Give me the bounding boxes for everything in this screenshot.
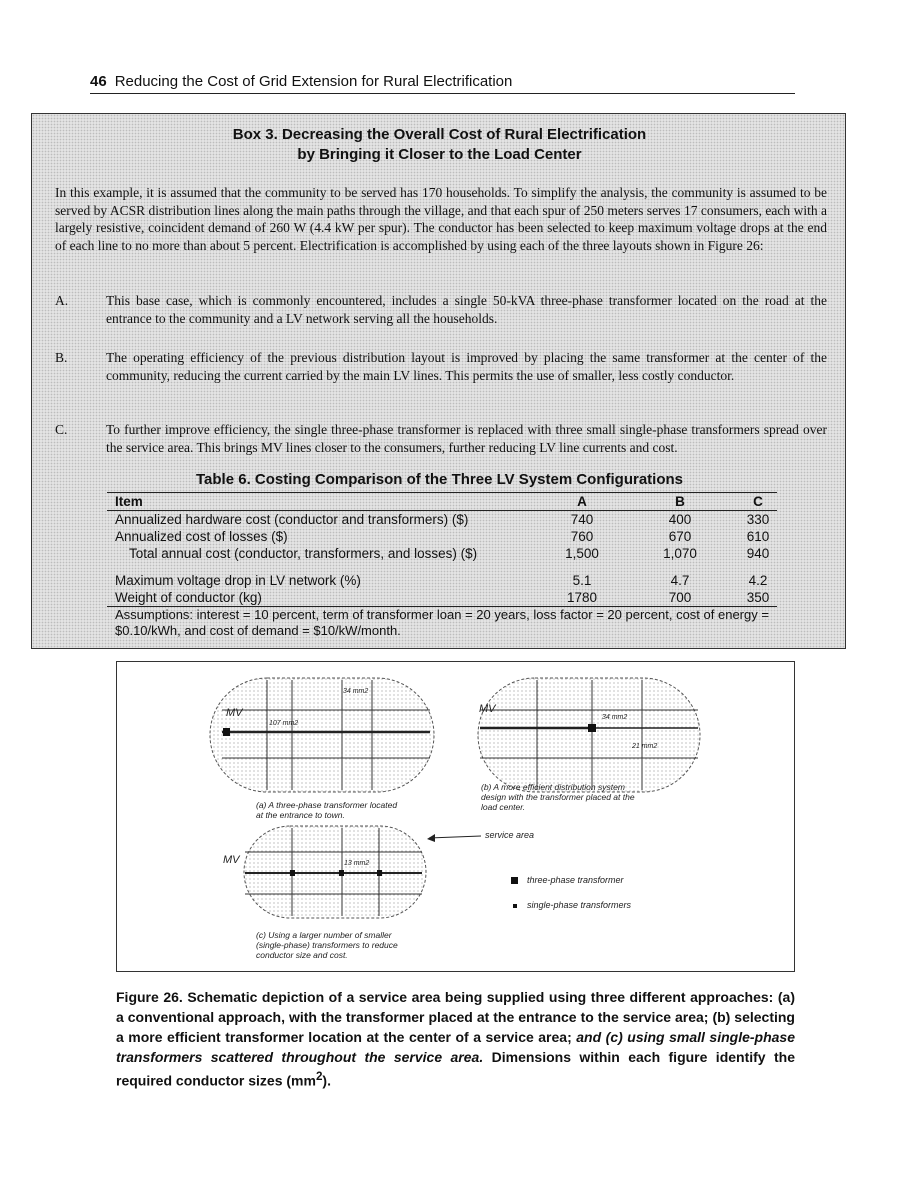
caption-c: (c) Using a larger number of smaller (single-phase) transformers to reduce conductor size and cost. xyxy=(256,930,398,960)
table-row xyxy=(107,589,777,607)
cell-a: 1,500 xyxy=(565,546,599,561)
box-title-line1: Box 3. Decreasing the Overall Cost of Rural Electrification xyxy=(232,126,647,143)
row-label: Maximum voltage drop in LV network (%) xyxy=(115,573,361,588)
legend-single-phase: single-phase transformers xyxy=(527,900,632,910)
single-phase-transformer xyxy=(377,870,382,876)
table-row xyxy=(107,572,777,589)
table-title: Table 6. Costing Comparison of the Three LV System Configurations xyxy=(196,471,683,488)
figure-drawing xyxy=(117,662,796,973)
box-title xyxy=(32,125,847,165)
size-label-c-main: 13 mm2 xyxy=(344,860,370,867)
caption-sup: 2 xyxy=(315,1070,323,1083)
legend-three-phase: three-phase transformer xyxy=(527,875,624,885)
header-c: C xyxy=(753,494,763,509)
cell-b: 670 xyxy=(668,529,692,544)
box-intro: In this example, it is assumed that the community to be served has 170 households. To simplify the analysis, the community is assumed to be served by ACSR distribution lines along the main paths through the village, and that each spur of 250 meters serves 17 consumers, each with a largely resistive, coincident demand of 260 W (4.4 kW per spur). The conductor has been selected to keep maximum voltage drops at the end of each line to no more than about 5 percent. Electrification is accomplished by using each of the three layouts shown in Figure 26: xyxy=(55,185,827,253)
mv-label-b: MV xyxy=(479,703,496,715)
single-phase-transformer xyxy=(339,870,344,876)
arrow-icon xyxy=(427,834,435,842)
figure-caption xyxy=(116,987,795,1091)
cell-b: 400 xyxy=(668,512,692,527)
mv-label-c: MV xyxy=(223,854,240,866)
page-number: 46 xyxy=(90,73,107,90)
caption-text: Schematic depiction of a service area being supplied using three different approaches: (a) a conventional approach, with the transformer placed at the entrance to the service area; (b) selecting a more efficient transformer location at the center of a service area; xyxy=(116,989,795,1045)
cell-a: 5.1 xyxy=(572,573,592,588)
service-area-pointer xyxy=(429,836,481,838)
cell-a: 1780 xyxy=(566,590,598,605)
legend-three-phase-icon xyxy=(511,877,518,884)
size-label-a-main: 107 mm2 xyxy=(269,720,299,727)
caption-b: (b) A more efficient distribution system design with the transformer placed at the load center. xyxy=(481,782,635,812)
item-text: This base case, which is commonly encountered, includes a single 50-kVA three-phase transformer located on the road at the entrance to the community and a LV network serving all the households. xyxy=(106,293,827,326)
caption-italic: and (c) using small single-phase transformers scattered throughout the service area. xyxy=(116,1029,796,1065)
row-label: Annualized hardware cost (conductor and transformers) ($) xyxy=(115,512,469,527)
cell-b: 700 xyxy=(668,590,692,605)
three-phase-transformer-a xyxy=(223,728,230,736)
item-text: The operating efficiency of the previous distribution layout is improved by placing the same transformer at the center of the community, reducing the current carried by the main LV lines. This permits the use of smaller, less costly conductor. xyxy=(106,350,827,383)
size-label-b-spur: 21 mm2 xyxy=(632,743,658,750)
item-label: C. xyxy=(55,422,68,437)
table-row xyxy=(107,545,777,562)
item-label: A. xyxy=(55,293,69,308)
cell-b: 4.7 xyxy=(670,573,690,588)
cell-c: 4.2 xyxy=(748,573,768,588)
box-title-line2: by Bringing it Closer to the Load Center xyxy=(297,146,582,163)
mv-label-a: MV xyxy=(226,707,243,719)
row-label: Annualized cost of losses ($) xyxy=(115,529,288,544)
header-a: A xyxy=(577,494,587,509)
table-assumptions: Assumptions: interest = 10 percent, term of transformer loan = 20 years, loss factor = 20 percent, cost of energy = $0.10/kWh, and cost of demand = $10/kW/month. xyxy=(115,607,769,638)
cell-c: 330 xyxy=(746,512,770,527)
legend-service-area: service area xyxy=(485,830,535,840)
cell-c: 350 xyxy=(746,590,770,605)
service-area-a xyxy=(210,678,434,792)
box-item-b xyxy=(55,349,827,384)
panel-b-diagram xyxy=(478,678,700,792)
service-area-b xyxy=(478,678,700,792)
item-text: To further improve efficiency, the single three-phase transformer is replaced with three small single-phase transformers spread over the service area. This brings MV lines closer to the consumers, further reducing LV line currents and cost. xyxy=(106,422,827,455)
cell-b: 1,070 xyxy=(663,546,697,561)
caption-lead: Figure 26. xyxy=(116,989,183,1005)
single-phase-transformer xyxy=(290,870,295,876)
cell-c: 610 xyxy=(746,529,770,544)
panel-a-diagram xyxy=(210,678,434,792)
cell-a: 760 xyxy=(570,529,594,544)
cost-table xyxy=(107,492,777,639)
three-phase-transformer-b xyxy=(588,724,596,732)
table-row xyxy=(107,528,777,545)
panel-c-diagram xyxy=(244,826,426,918)
cell-a: 740 xyxy=(570,512,594,527)
box-3 xyxy=(31,113,846,649)
table-row xyxy=(107,511,777,528)
size-label-a-spur: 34 mm2 xyxy=(343,688,369,695)
figure-26 xyxy=(116,661,795,972)
header-b: B xyxy=(675,494,685,509)
page-header xyxy=(90,73,795,94)
running-title: Reducing the Cost of Grid Extension for Rural Electrification xyxy=(114,73,513,90)
header-item: Item xyxy=(115,494,143,509)
row-label: Weight of conductor (kg) xyxy=(115,590,262,605)
box-item-c xyxy=(55,421,827,456)
table-header-row xyxy=(107,492,777,511)
box-item-a xyxy=(55,292,827,327)
caption-close: ). xyxy=(322,1072,331,1089)
legend-single-phase-icon xyxy=(513,904,517,908)
caption-end: Dimensions within each figure identify the required conductor sizes (mm xyxy=(116,1049,795,1089)
size-label-b-main: 34 mm2 xyxy=(602,714,628,721)
cell-c: 940 xyxy=(746,546,770,561)
item-label: B. xyxy=(55,350,68,365)
caption-a: (a) A three-phase transformer located at the entrance to town. xyxy=(256,800,398,820)
row-label: Total annual cost (conductor, transformers, and losses) ($) xyxy=(129,546,478,561)
